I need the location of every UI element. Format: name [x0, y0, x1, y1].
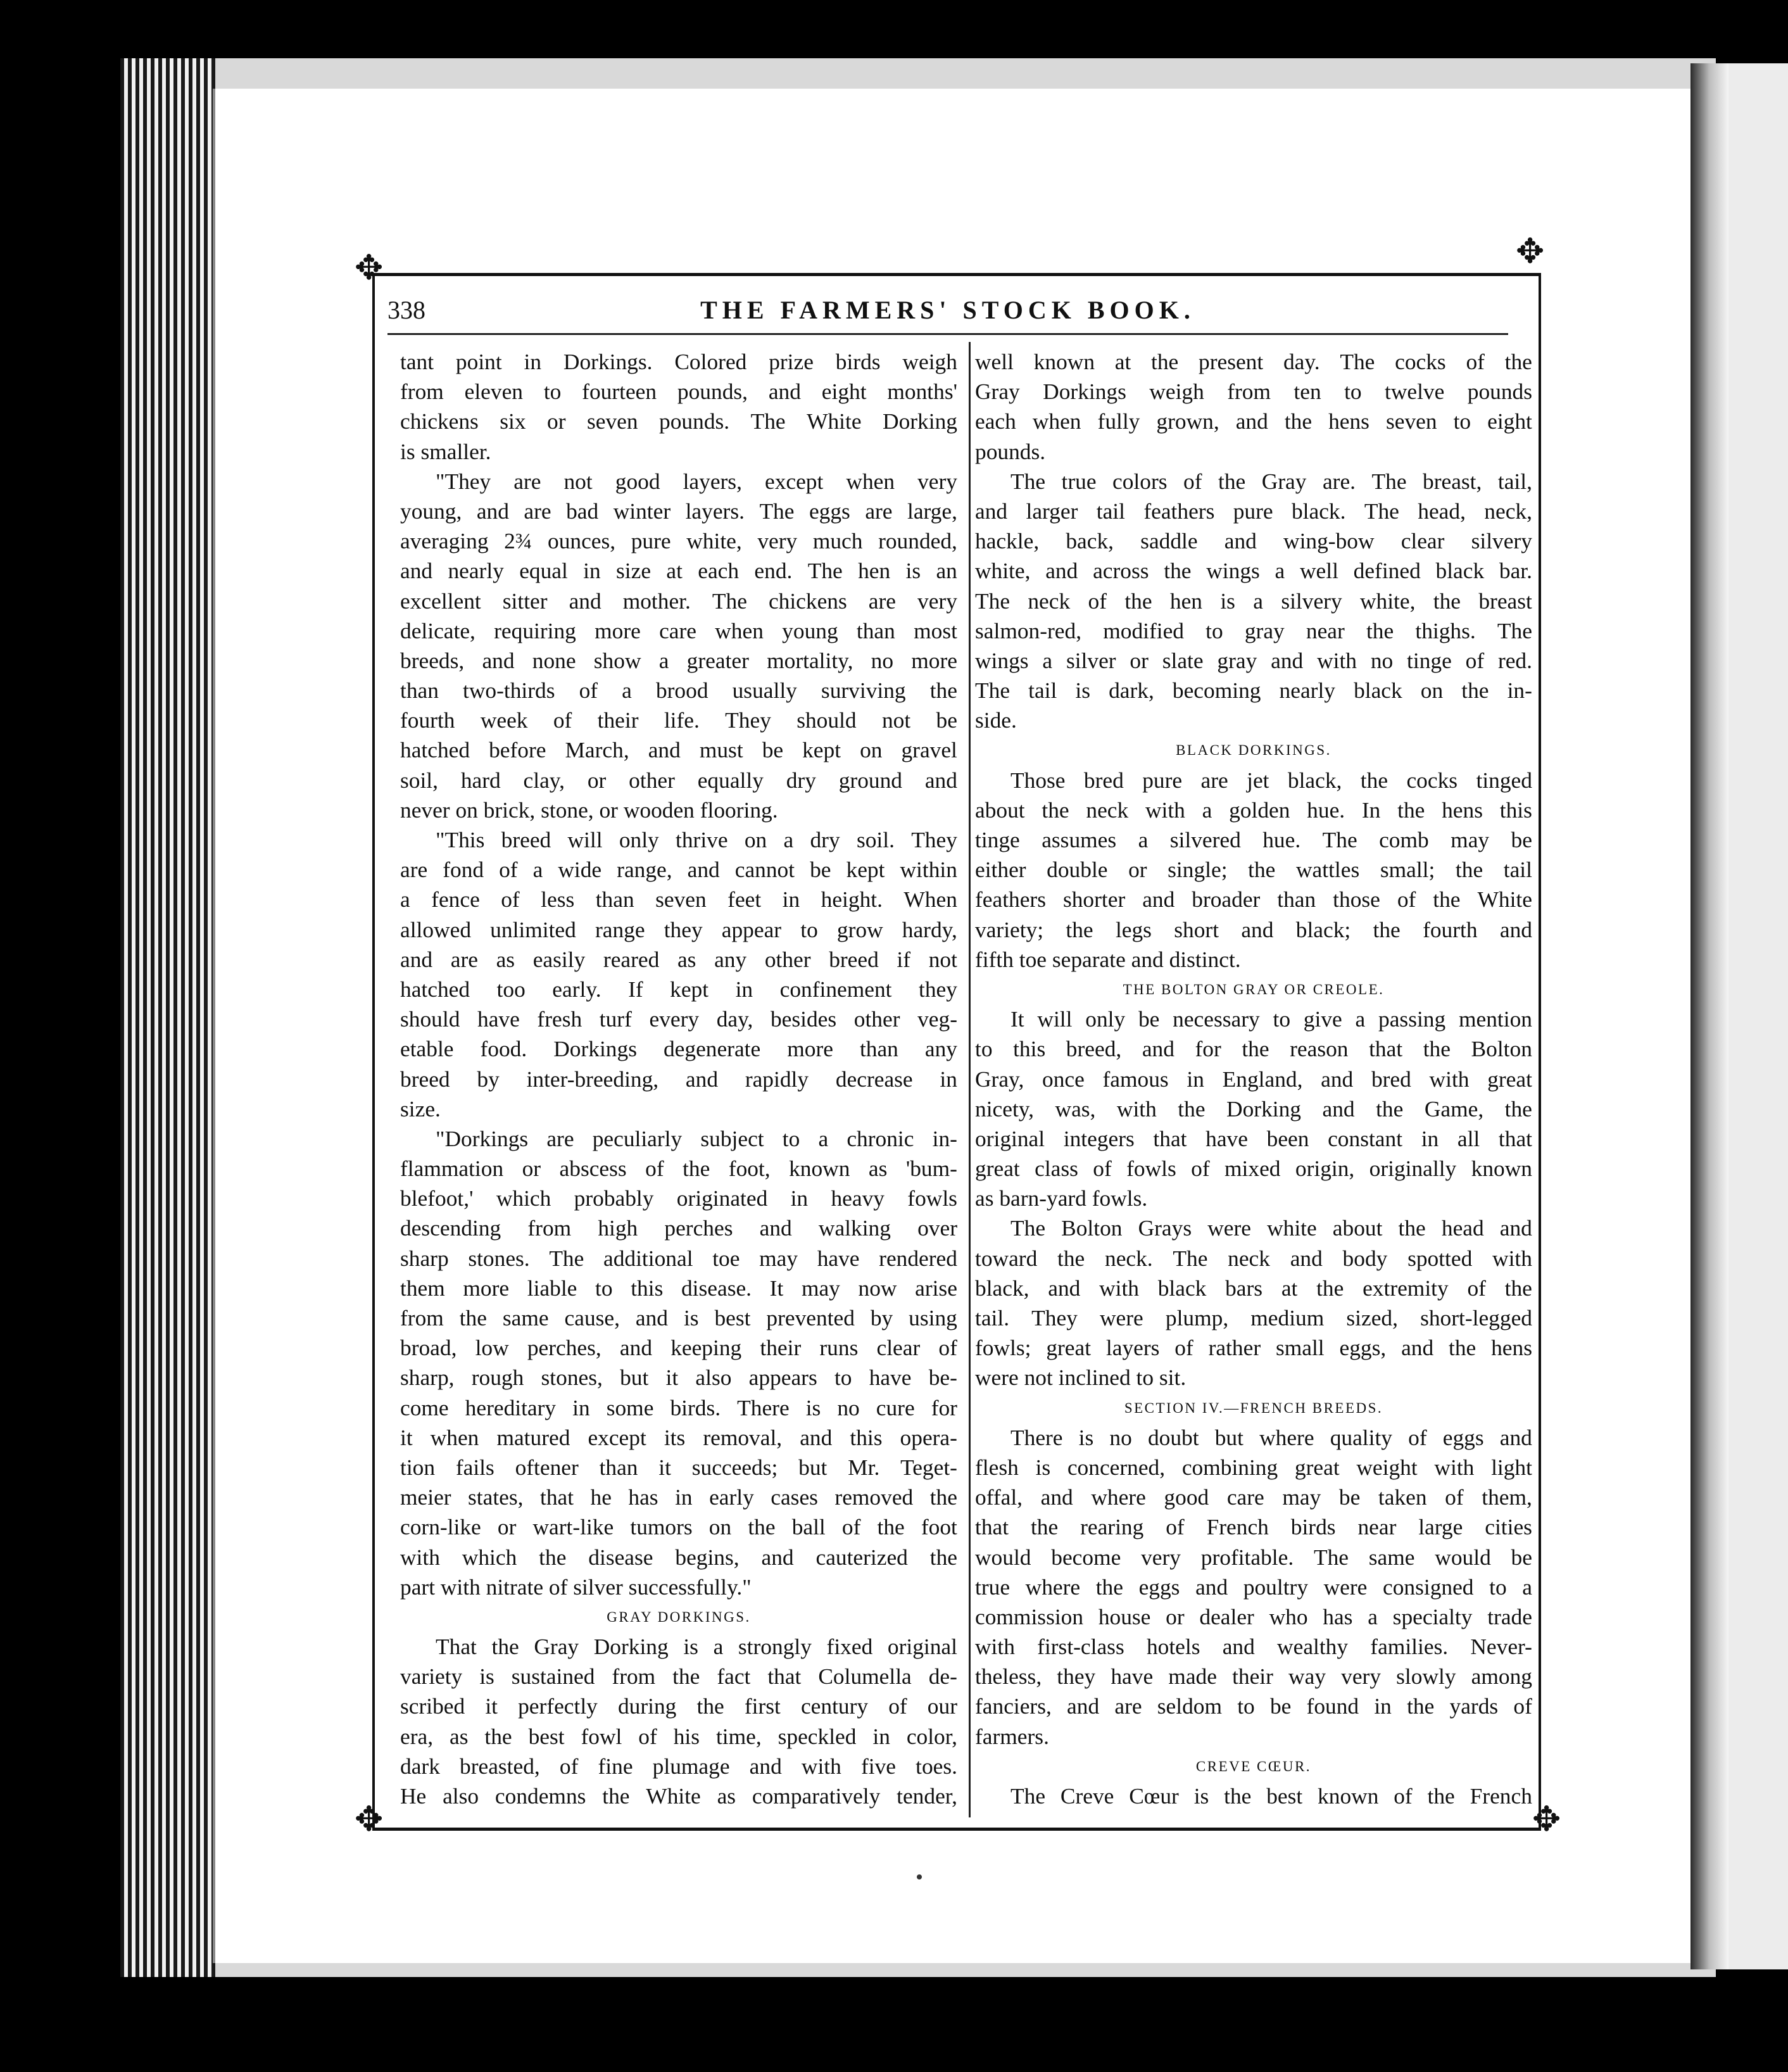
text-line: Gray, once famous in England, and bred with great — [975, 1066, 1532, 1092]
text-line: corn-like or wart-like tumors on the ball of the foot — [400, 1514, 957, 1540]
text-line: never on brick, stone, or wooden flooring. — [400, 797, 778, 823]
text-line: young, and are bad winter layers. The eggs are large, — [400, 498, 957, 524]
text-line: well known at the present day. The cocks of the — [975, 349, 1532, 374]
text-line: and are as easily reared as any other breed if not — [400, 946, 957, 972]
text-line: commission house or dealer who has a specialty trade — [975, 1603, 1532, 1629]
text-line: toward the neck. The neck and body spotted with — [975, 1245, 1532, 1271]
text-line: them more liable to this disease. It may now arise — [400, 1275, 957, 1301]
text-line: were not inclined to sit. — [975, 1365, 1187, 1391]
text-line: fifth toe separate and distinct. — [975, 946, 1241, 972]
text-line: nicety, was, with the Dorking and the Game, the — [975, 1096, 1532, 1121]
text-line: fanciers, and are seldom to be found in the yards of — [975, 1693, 1532, 1719]
text-line: white, and across the wings a well defined black bar. — [975, 558, 1532, 584]
text-line: fowls; great layers of rather small eggs, and the hens — [975, 1335, 1532, 1361]
text-line: sharp stones. The additional toe may have rendered — [400, 1245, 957, 1271]
text-line: Gray Dorkings weigh from ten to twelve pounds — [975, 379, 1532, 405]
text-line: "This breed will only thrive on a dry soil. They — [436, 827, 957, 852]
text-line: tion fails oftener than it succeeds; but Mr. Teget- — [400, 1454, 957, 1480]
text-line: with which the disease begins, and cauterized the — [400, 1544, 957, 1570]
text-line: salmon-red, modified to gray near the thighs. The — [975, 617, 1532, 643]
text-line: from eleven to fourteen pounds, and eight months' — [400, 379, 957, 405]
text-line: flesh is concerned, combining great weight with light — [975, 1454, 1532, 1480]
text-line: farmers. — [975, 1723, 1049, 1749]
text-line: part with nitrate of silver successfully." — [400, 1574, 752, 1600]
text-line: era, as the best fowl of his time, speckled in color, — [400, 1723, 957, 1749]
section-heading: CREVE CŒUR. — [1195, 1758, 1312, 1774]
section-heading: BLACK DORKINGS. — [1176, 742, 1332, 759]
text-line: each when fully grown, and the hens seven to eight — [975, 408, 1532, 434]
text-line: wings a silver or slate gray and with no tinge of red. — [975, 647, 1532, 673]
text-line: scribed it perfectly during the first century of our — [400, 1693, 957, 1719]
text-line: side. — [975, 707, 1017, 733]
text-line: should have fresh turf every day, besides other veg- — [400, 1006, 957, 1032]
text-line: breed by inter-breeding, and rapidly decrease in — [400, 1066, 957, 1092]
text-line: breeds, and none show a greater mortality, no more — [400, 647, 957, 673]
text-line: are fond of a wide range, and cannot be kept within — [400, 857, 957, 883]
text-line: The true colors of the Gray are. The breast, tail, — [1010, 468, 1532, 494]
text-line: great class of fowls of mixed origin, originally known — [975, 1156, 1532, 1182]
text-line: descending from high perches and walking over — [400, 1215, 957, 1241]
ink-speck — [917, 1874, 922, 1879]
text-line: "They are not good layers, except when very — [436, 468, 957, 494]
text-line: tail. They were plump, medium sized, short-legged — [975, 1305, 1532, 1330]
text-line: that the rearing of French birds near large cities — [975, 1514, 1532, 1540]
text-line: dark breasted, of fine plumage and with five toes. — [400, 1753, 957, 1779]
facing-page-edge — [1728, 63, 1788, 1969]
text-line: hackle, back, saddle and wing-bow clear silvery — [975, 528, 1532, 554]
text-line: original integers that have been constant in all that — [975, 1125, 1532, 1151]
text-line: meier states, that he has in early cases removed the — [400, 1484, 957, 1510]
text-line: either double or single; the wattles small; the tail — [975, 857, 1532, 883]
corner-ornament-bottom-right-icon: ✥ — [1532, 1800, 1561, 1838]
page-edges — [120, 58, 215, 1977]
section-heading: SECTION IV.—FRENCH BREEDS. — [1124, 1399, 1383, 1416]
text-line: than two-thirds of a brood usually surviving the — [400, 678, 957, 704]
text-line: come hereditary in some birds. There is no cure for — [400, 1394, 957, 1420]
right-gutter — [1690, 63, 1728, 1969]
text-line: chickens six or seven pounds. The White Dorking — [400, 408, 957, 434]
text-line: to this breed, and for the reason that the Bolton — [975, 1036, 1532, 1062]
page-header — [387, 293, 1508, 335]
text-line: true where the eggs and poultry were consigned to a — [975, 1574, 1532, 1600]
text-line: There is no doubt but where quality of eggs and — [1010, 1424, 1532, 1450]
text-line: variety is sustained from the fact that Columella de- — [400, 1664, 957, 1690]
text-line: sharp, rough stones, but it also appears to have be- — [400, 1365, 957, 1391]
text-line: with first-class hotels and wealthy families. Never- — [975, 1634, 1532, 1660]
text-line: excellent sitter and mother. The chickens are very — [400, 588, 957, 614]
text-line: a fence of less than seven feet in height. When — [400, 887, 957, 913]
text-line: hatched before March, and must be kept on gravel — [400, 737, 957, 763]
section-heading: GRAY DORKINGS. — [607, 1608, 751, 1625]
text-line: broad, low perches, and keeping their runs clear of — [400, 1335, 957, 1361]
text-line: theless, they have made their way very slowly among — [975, 1664, 1532, 1690]
corner-ornament-top-left-icon: ✥ — [355, 249, 384, 287]
text-line: He also condemns the White as comparatively tender, — [400, 1783, 957, 1809]
right-column — [975, 347, 1532, 1811]
text-line: and larger tail feathers pure black. The head, neck, — [975, 498, 1532, 524]
text-line: tant point in Dorkings. Colored prize birds weigh — [400, 349, 957, 374]
text-line: flammation or abscess of the foot, known as 'bum- — [400, 1156, 957, 1182]
text-line: offal, and where good care may be taken of them, — [975, 1484, 1532, 1510]
text-line: from the same cause, and is best prevented by using — [400, 1305, 957, 1330]
text-line: feathers shorter and broader than those of the White — [975, 887, 1532, 913]
text-line: allowed unlimited range they appear to grow hardy, — [400, 916, 957, 942]
text-line: and nearly equal in size at each end. The hen is an — [400, 558, 957, 584]
text-line: The tail is dark, becoming nearly black on the in- — [975, 678, 1532, 704]
running-head: THE FARMERS' STOCK BOOK. — [700, 296, 1195, 324]
section-heading: THE BOLTON GRAY OR CREOLE. — [1123, 981, 1385, 997]
text-line: it when matured except its removal, and this opera- — [400, 1424, 957, 1450]
text-line: fourth week of their life. They should not be — [400, 707, 957, 733]
text-line: black, and with black bars at the extremity of the — [975, 1275, 1532, 1301]
text-line: The Creve Cœur is the best known of the French — [1010, 1783, 1532, 1809]
text-line: would become very profitable. The same would be — [975, 1544, 1532, 1570]
page-number: 338 — [387, 296, 425, 324]
text-line: That the Gray Dorking is a strongly fixed original — [436, 1634, 957, 1660]
text-line: The neck of the hen is a silvery white, the breast — [975, 588, 1532, 614]
column-divider — [969, 342, 971, 1817]
text-line: averaging 2¾ ounces, pure white, very much rounded, — [400, 528, 957, 554]
text-line: etable food. Dorkings degenerate more than any — [400, 1036, 957, 1062]
text-line: It will only be necessary to give a passing mention — [1010, 1006, 1532, 1032]
text-line: Those bred pure are jet black, the cocks tinged — [1010, 767, 1532, 793]
text-line: size. — [400, 1096, 441, 1121]
text-line: delicate, requiring more care when young than most — [400, 617, 957, 643]
text-line: blefoot,' which probably originated in heavy fowls — [400, 1185, 957, 1211]
text-line: pounds. — [975, 438, 1046, 464]
corner-ornament-bottom-left-icon: ✥ — [355, 1800, 384, 1838]
text-line: about the neck with a golden hue. In the hens this — [975, 797, 1532, 823]
text-line: The Bolton Grays were white about the head and — [1010, 1215, 1532, 1241]
text-line: soil, hard clay, or other equally dry ground and — [400, 767, 957, 793]
text-line: hatched too early. If kept in confinement they — [400, 976, 957, 1002]
text-line: tinge assumes a silvered hue. The comb may be — [975, 827, 1532, 852]
text-line: "Dorkings are peculiarly subject to a chronic in- — [436, 1125, 957, 1151]
text-line: is smaller. — [400, 438, 491, 464]
text-line: variety; the legs short and black; the fourth and — [975, 916, 1532, 942]
text-line: as barn-yard fowls. — [975, 1185, 1148, 1211]
left-column — [400, 347, 957, 1811]
corner-ornament-top-right-icon: ✥ — [1516, 232, 1545, 270]
